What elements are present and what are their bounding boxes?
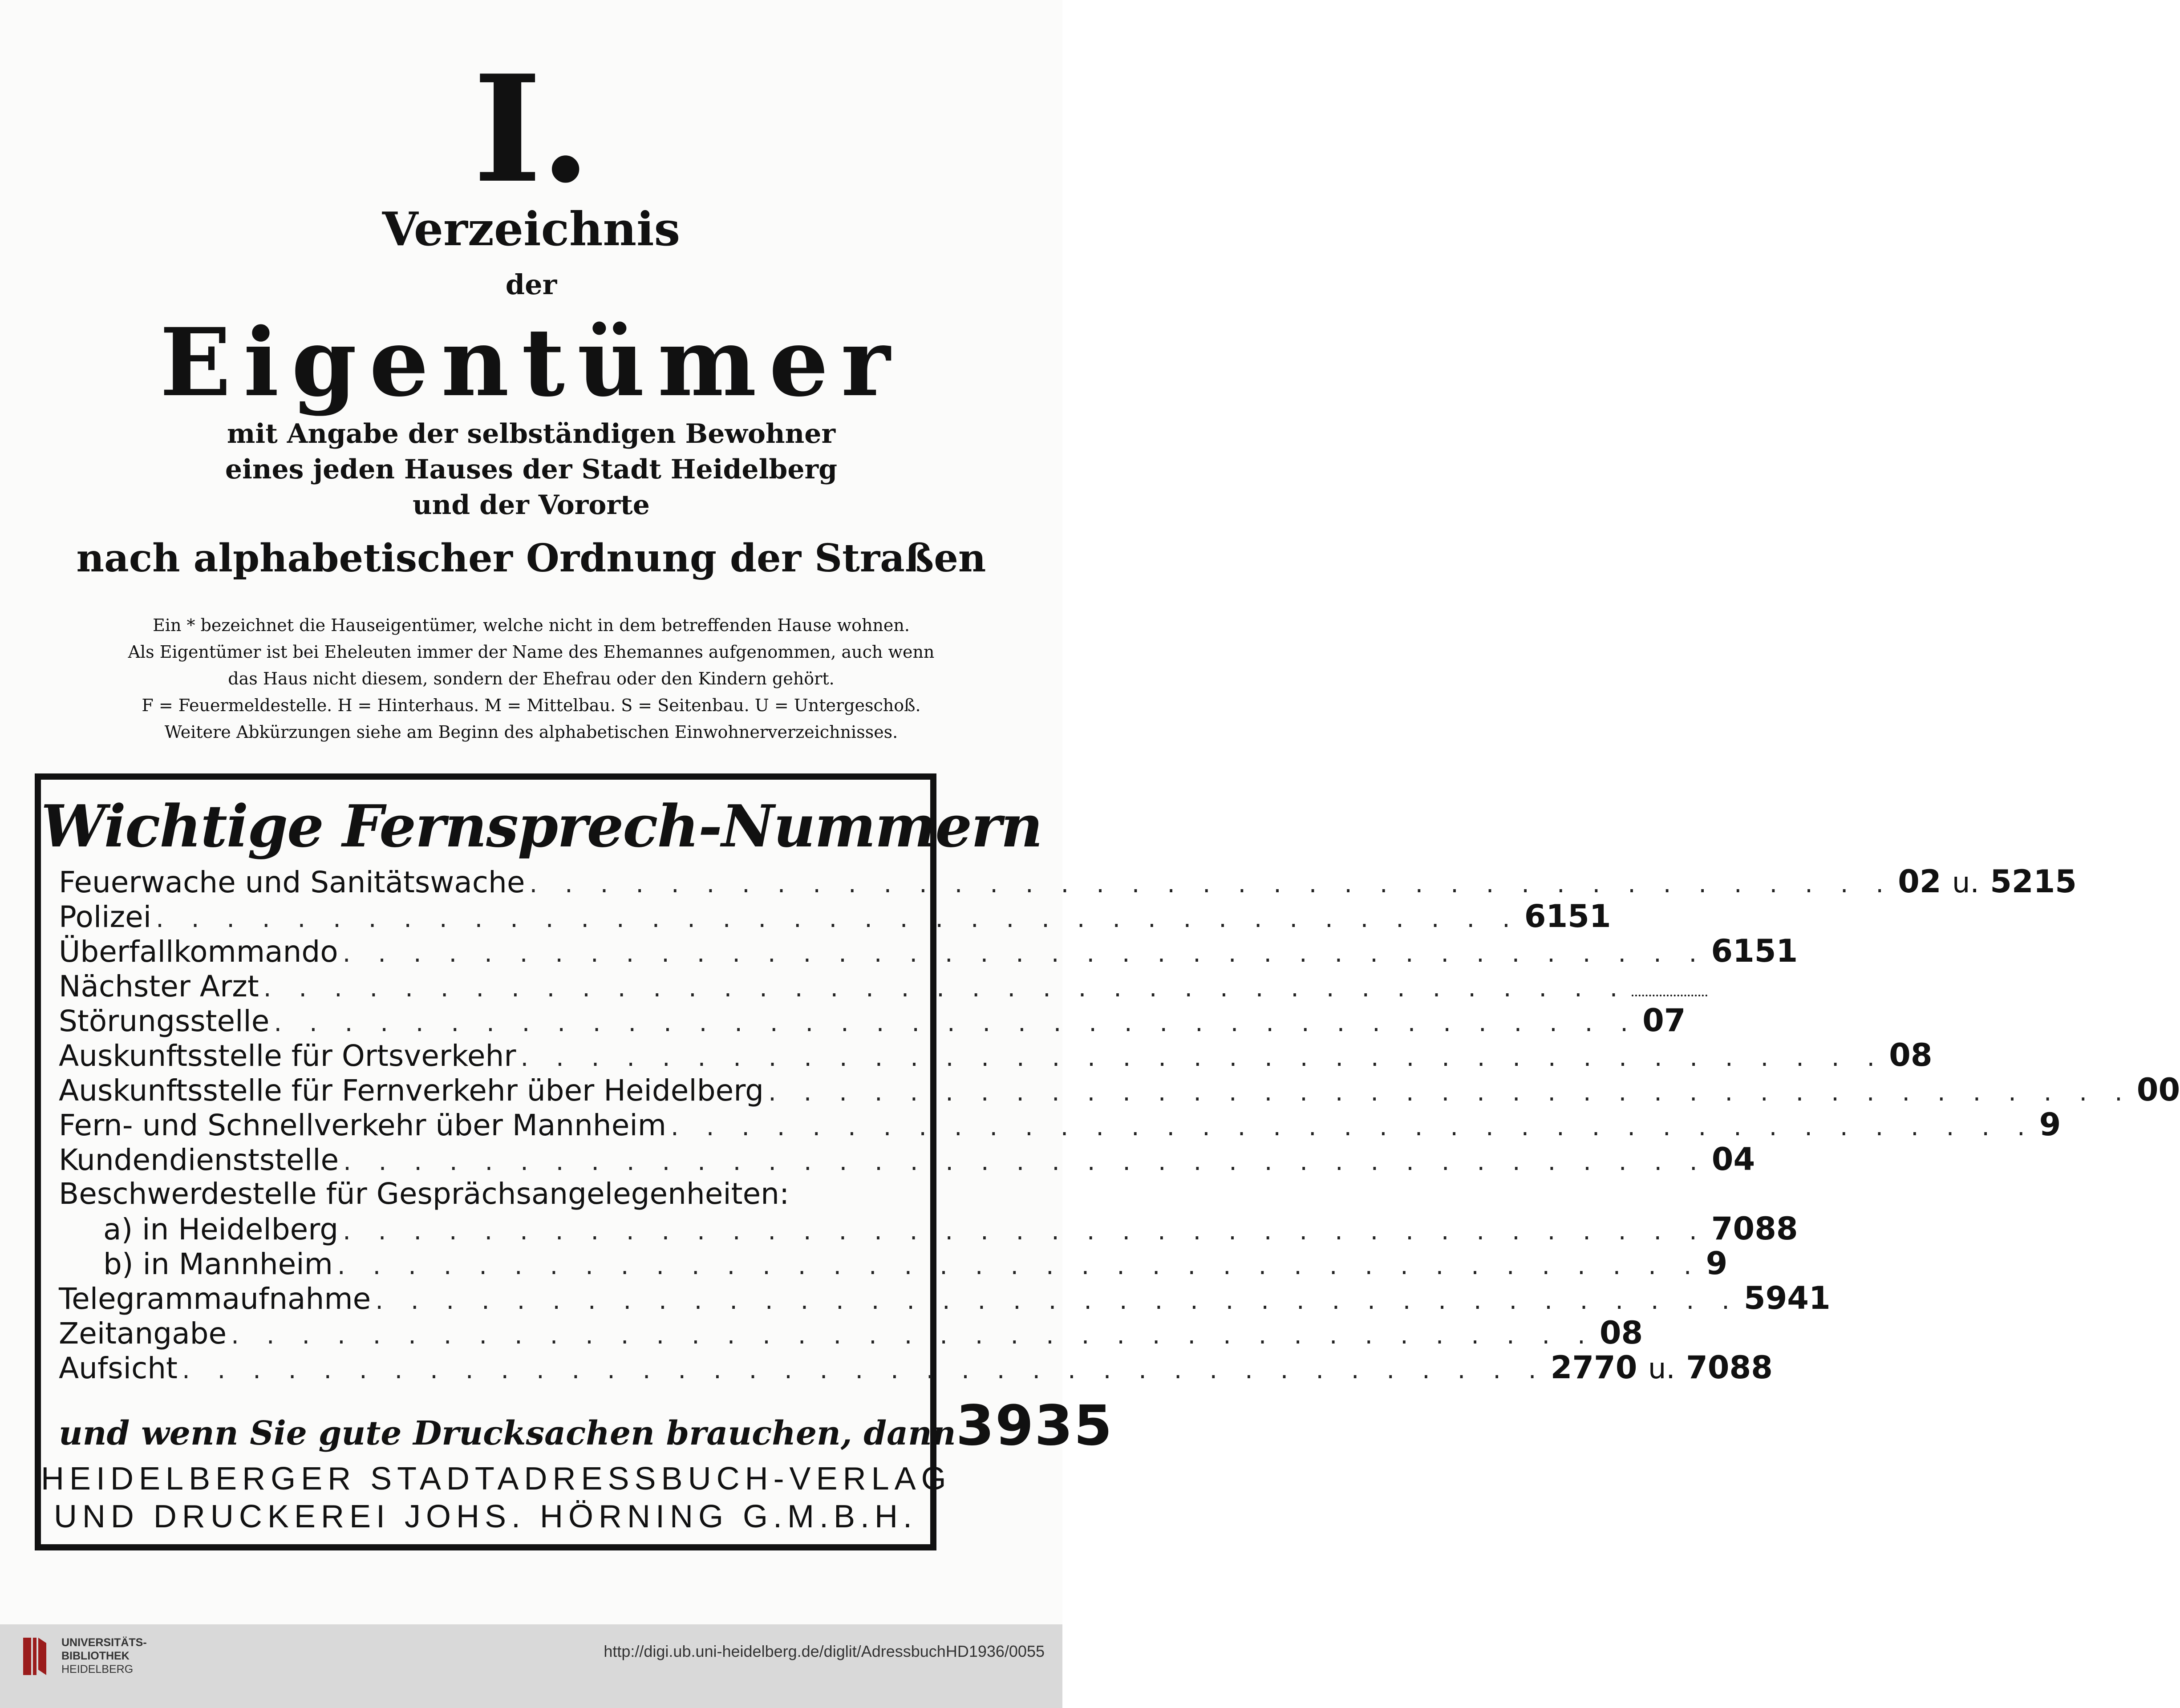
leader-dots: . . . . . . . . . . . . . . . . . . . . . . . . . . . . . . . . . . . . . . . [768, 1078, 2132, 1107]
entry-label: Telegrammaufnahme [59, 1282, 371, 1316]
publisher-line-1: HEIDELBERGER STADTADRESSBUCH-VERLAG [41, 1461, 952, 1497]
entry-number: 6151 [1524, 898, 1611, 935]
entry-number: 08 [1889, 1037, 1933, 1073]
leader-dots: . . . . . . . . . . . . . . . . . . . . . . . . . . . . . . . . . . . . . . . [343, 1217, 1707, 1246]
leader-dots: . . . . . . . . . . . . . . . . . . . . . . . . . . . . . . . . . . . . . . . [529, 870, 1894, 899]
entry-number-blank [1632, 968, 1707, 1003]
leader-dots: . . . . . . . . . . . . . . . . . . . . . . . . . . . . . . . . . . . . . . . [342, 939, 1707, 968]
phone-entry [59, 1280, 1831, 1316]
entry-number: 00 [2136, 1072, 2180, 1108]
phone-entry [59, 1106, 2061, 1143]
phone-entry [59, 1037, 1933, 1073]
entry-number: 04 [1711, 1141, 1755, 1178]
phone-entry [59, 1315, 1643, 1351]
subtitle-line-2: eines jeden Hauses der Stadt Heidelberg [225, 454, 838, 485]
entry-label: Beschwerdestelle für Gesprächsangelegenheiten: [59, 1177, 790, 1211]
entry-number: 7088 [1711, 1210, 1798, 1247]
entry-number: 08 [1599, 1315, 1643, 1351]
page-title: Eigentümer [159, 308, 903, 417]
phone-entry [59, 1002, 1686, 1039]
entry-label: Auskunftsstelle für Ortsverkehr [59, 1039, 516, 1073]
source-url-link[interactable]: http://digi.ub.uni-heidelberg.de/diglit/AdressbuchHD1936/0055 [604, 1642, 1045, 1660]
library-logo-text: UNIVERSITÄTS- BIBLIOTHEK HEIDELBERG [61, 1636, 147, 1676]
entry-number: 9 [1706, 1245, 1728, 1282]
advertising-slogan [59, 1394, 1113, 1458]
entry-label: Fern- und Schnellverkehr über Mannheim [59, 1108, 666, 1142]
slogan-phone-number: 3935 [956, 1394, 1113, 1458]
entry-label: Polizei [59, 900, 152, 934]
phone-entry [59, 1349, 1773, 1386]
entry-label: a) in Heidelberg [103, 1212, 339, 1247]
entry-label: Nächster Arzt [59, 969, 259, 1004]
phone-entry [59, 1245, 1728, 1282]
library-logo-icon [21, 1634, 48, 1679]
leader-dots: . . . . . . . . . . . . . . . . . . . . . . . . . . . . . . . . . . . . . . . [671, 1113, 2035, 1141]
entry-number: 5941 [1743, 1280, 1831, 1316]
entry-number: 2770 u. 7088 [1550, 1349, 1773, 1386]
phone-entry [59, 933, 1798, 969]
leader-dots: . . . . . . . . . . . . . . . . . . . . . . . . . . . . . . . . . . . . . . . [375, 1286, 1739, 1315]
note-line: Weitere Abkürzungen siehe am Beginn des alphabetischen Einwohnerverzeichnisses. [164, 722, 898, 742]
publisher-line-2: UND DRUCKEREI JOHS. HÖRNING G.M.B.H. [53, 1499, 918, 1534]
phone-entry-heading [59, 1177, 922, 1211]
note-line: Als Eigentümer ist bei Eheleuten immer der Name des Ehemannes aufgenommen, auch wenn [128, 642, 935, 662]
subtitle-line-1: mit Angabe der selbständigen Bewohner [227, 418, 836, 449]
leader-dots: . . . . . . . . . . . . . . . . . . . . . . . . . . . . . . . . . . . . . . . [337, 1251, 1702, 1280]
phone-entry [59, 1210, 1798, 1247]
phone-entry [59, 1072, 2180, 1108]
entry-number: 6151 [1711, 933, 1798, 969]
leader-dots: . . . . . . . . . . . . . . . . . . . . . . . . . . . . . . . . . . . . . . . [263, 974, 1628, 1003]
leader-dots: . . . . . . . . . . . . . . . . . . . . . . . . . . . . . . . . . . . . . . . [156, 904, 1520, 933]
note-line: das Haus nicht diesem, sondern der Ehefrau oder den Kindern gehört. [228, 669, 835, 688]
note-line: Ein * bezeichnet die Hauseigentümer, welche nicht in dem betreffenden Hause wohnen. [153, 615, 910, 635]
entry-label: Auskunftsstelle für Fernverkehr über Heidelberg [59, 1073, 764, 1108]
phone-entry [59, 898, 1611, 935]
leader-dots: . . . . . . . . . . . . . . . . . . . . . . . . . . . . . . . . . . . . . . . [520, 1043, 1885, 1072]
phone-entry [59, 1141, 1755, 1178]
phone-box-title: Wichtige Fernsprech-Nummern [41, 792, 1042, 860]
title-line-der: der [505, 268, 557, 301]
phone-entry [59, 863, 2077, 900]
leader-dots: . . . . . . . . . . . . . . . . . . . . . . . . . . . . . . . . . . . . . . . [343, 1147, 1707, 1176]
entry-label: Aufsicht [59, 1351, 178, 1385]
entry-label: Zeitangabe [59, 1316, 227, 1351]
entry-label: Störungsstelle [59, 1004, 270, 1038]
subtitle-line-3: und der Vororte [413, 490, 650, 521]
phone-numbers-box [35, 773, 2180, 1550]
leader-dots: . . . . . . . . . . . . . . . . . . . . . . . . . . . . . . . . . . . . . . . [231, 1321, 1595, 1350]
entry-label: Überfallkommando [59, 935, 338, 969]
abbreviation-legend: F = Feuermeldestelle. H = Hinterhaus. M = Mittelbau. S = Seitenbau. U = Untergeschoß. [142, 696, 921, 715]
leader-dots: . . . . . . . . . . . . . . . . . . . . . . . . . . . . . . . . . . . . . . . [274, 1008, 1638, 1037]
entry-number: 02 u. 5215 [1898, 863, 2077, 900]
title-line-verzeichnis: Verzeichnis [382, 202, 681, 256]
subtitle-line-4: nach alphabetischer Ordnung der Straßen [76, 536, 986, 581]
slogan-text: und wenn Sie gute Drucksachen brauchen, dann [59, 1414, 956, 1453]
entry-label: Feuerwache und Sanitätswache [59, 865, 525, 899]
footer-bar [0, 1624, 1062, 1708]
entry-number: 9 [2039, 1106, 2061, 1143]
entry-label: Kundendienststelle [59, 1143, 339, 1177]
leader-dots: . . . . . . . . . . . . . . . . . . . . . . . . . . . . . . . . . . . . . . . [182, 1356, 1546, 1384]
entry-label: b) in Mannheim [103, 1247, 333, 1281]
entry-number: 07 [1642, 1002, 1686, 1039]
phone-entry [59, 968, 1628, 1004]
section-numeral: I. [473, 43, 590, 215]
